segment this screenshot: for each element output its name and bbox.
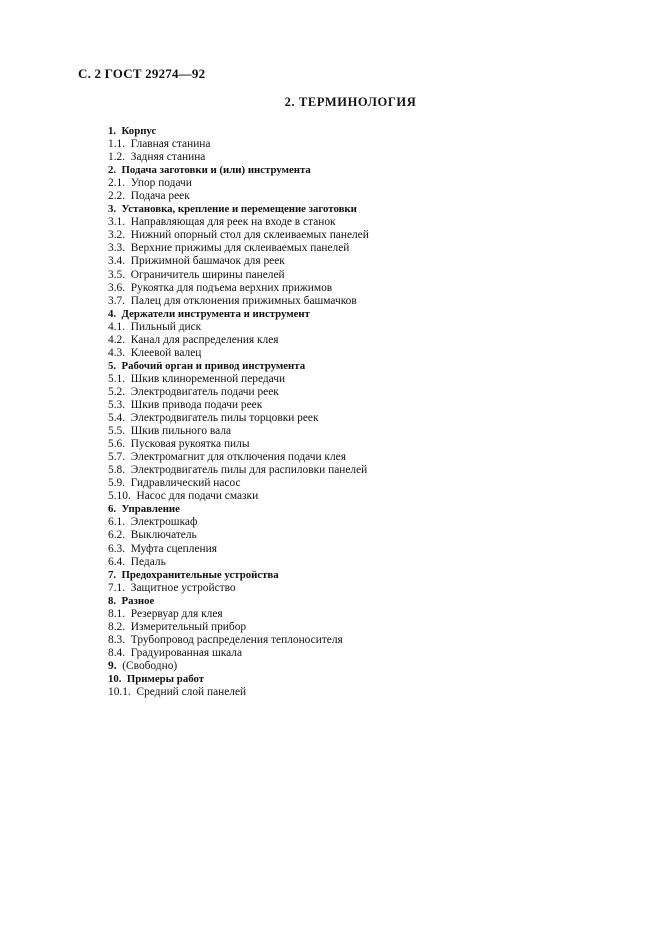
item-text: Трубопровод распределения теплоносителя [130, 633, 343, 646]
item-text: Пильный диск [130, 320, 202, 333]
item-text: Подача заготовки и (или) инструмента [121, 164, 311, 177]
item-text: Корпус [121, 125, 157, 137]
item-number: 5.8. [108, 464, 126, 477]
item-number: 5.2. [108, 385, 126, 398]
list-item [108, 373, 568, 386]
item-text: Электродвигатель пилы для распиловки панелей [130, 464, 368, 477]
item-text: Направляющая для реек на входе в станок [130, 216, 336, 229]
list-item [108, 477, 568, 490]
item-text: Клеевой валец [130, 346, 202, 359]
item-text: Шкив пильного вала [130, 425, 232, 438]
item-number: 8.2. [108, 620, 126, 633]
item-text: Управление [121, 503, 180, 516]
item-number: 1. [108, 125, 117, 137]
item-number: 6.2. [108, 529, 126, 542]
item-text: Измерительный прибор [130, 620, 247, 633]
list-item [108, 334, 568, 347]
item-number: 5.4. [108, 412, 126, 425]
item-text: Педаль [130, 555, 166, 568]
list-item [108, 503, 568, 516]
item-number: 5.10. [108, 490, 131, 503]
item-number: 3. [108, 203, 117, 216]
list-item [108, 242, 568, 255]
item-text: Электродвигатель пилы торцовки реек [130, 412, 319, 425]
item-text: Градуированная шкала [130, 646, 243, 659]
item-text: Шкив привода подачи реек [130, 398, 263, 411]
item-number: 10.1. [108, 686, 131, 699]
list-item [108, 451, 568, 464]
item-number: 3.7. [108, 294, 126, 307]
item-text: Защитное устройство [130, 581, 236, 594]
list-item [108, 582, 568, 595]
item-number: 4.2. [108, 333, 126, 346]
item-text: Средний слой панелей [136, 686, 247, 699]
list-item [108, 229, 568, 242]
item-text: Гидравлический насос [130, 477, 241, 490]
item-text: Рабочий орган и привод инструмента [121, 359, 306, 372]
list-item [108, 138, 568, 151]
list-item [108, 634, 568, 647]
item-number: 5.6. [108, 438, 126, 451]
list-item [108, 360, 568, 373]
item-number: 3.5. [108, 268, 126, 281]
item-text: Электрошкаф [130, 516, 198, 529]
list-item [108, 151, 568, 164]
item-number: 8. [108, 594, 117, 607]
list-item [108, 255, 568, 268]
list-item [108, 425, 568, 438]
item-number: 3.6. [108, 281, 126, 294]
list-item [108, 308, 568, 321]
item-text: Насос для подачи смазки [136, 490, 259, 503]
item-text: Установка, крепление и перемещение заготовки [121, 203, 357, 216]
list-item [108, 164, 568, 177]
list-item [108, 412, 568, 425]
list-item [108, 647, 568, 660]
item-number: 2. [108, 164, 117, 177]
list-item [108, 177, 568, 190]
item-text: (Свободно) [122, 659, 178, 672]
item-number: 3.3. [108, 242, 126, 255]
item-text: Муфта сцепления [130, 542, 217, 555]
item-number: 8.4. [108, 646, 126, 659]
item-number: 2.1. [108, 177, 126, 190]
item-number: 6. [108, 503, 117, 516]
list-item [108, 621, 568, 634]
item-number: 2.2. [108, 190, 126, 203]
list-item [108, 190, 568, 203]
item-number: 5.3. [108, 398, 126, 411]
list-item [108, 660, 568, 673]
list-item [108, 438, 568, 451]
list-item [108, 608, 568, 621]
list-item [108, 516, 568, 529]
item-number: 6.1. [108, 516, 126, 529]
list-item [108, 216, 568, 229]
list-item [108, 464, 568, 477]
list-item [108, 686, 568, 699]
item-text: Электродвигатель подачи реек [130, 385, 279, 398]
item-number: 3.2. [108, 229, 126, 242]
item-text: Палец для отклонения прижимных башмачков [130, 294, 357, 307]
list-item [108, 529, 568, 542]
item-text: Задняя станина [130, 151, 206, 164]
list-item [108, 269, 568, 282]
item-number: 4.3. [108, 346, 126, 359]
item-text: Прижимной башмачок для реек [130, 255, 285, 268]
list-item [108, 673, 568, 686]
list-item [108, 282, 568, 295]
list-item [108, 295, 568, 308]
list-item [108, 595, 568, 608]
item-number: 3.4. [108, 255, 126, 268]
list-item [108, 347, 568, 360]
item-number: 1.2. [108, 151, 126, 164]
list-item [108, 125, 568, 138]
item-text: Верхние прижимы для склеиваемых панелей [130, 242, 350, 255]
item-number: 4.1. [108, 320, 126, 333]
item-number: 3.1. [108, 216, 126, 229]
item-text: Рукоятка для подъема верхних прижимов [130, 281, 333, 294]
item-number: 4. [108, 307, 117, 320]
item-text: Упор подачи [130, 177, 192, 190]
item-text: Резервуар для клея [130, 607, 223, 620]
item-text: Подача реек [130, 190, 190, 203]
item-number: 5.5. [108, 425, 126, 438]
item-number: 10. [108, 672, 122, 685]
item-text: Примеры работ [126, 672, 205, 685]
item-text: Пусковая рукоятка пилы [130, 438, 250, 451]
item-number: 5.9. [108, 477, 126, 490]
item-text: Канал для распределения клея [130, 333, 279, 346]
list-item [108, 399, 568, 412]
list-item [108, 203, 568, 216]
item-number: 7.1. [108, 581, 126, 594]
item-text: Предохранительные устройства [121, 568, 279, 581]
item-text: Главная станина [130, 138, 211, 151]
terminology-list [108, 125, 568, 699]
item-text: Электромагнит для отключения подачи клея [130, 451, 346, 464]
item-number: 5.1. [108, 372, 126, 385]
item-number: 9. [108, 659, 117, 672]
item-number: 8.3. [108, 633, 126, 646]
section-title: 2. ТЕРМИНОЛОГИЯ [284, 95, 417, 109]
list-item [108, 543, 568, 556]
item-number: 6.3. [108, 542, 126, 555]
item-number: 1.1. [108, 138, 126, 151]
page-header: С. 2 ГОСТ 29274—92 [78, 66, 206, 81]
item-number: 5. [108, 359, 117, 372]
list-item [108, 569, 568, 582]
item-number: 8.1. [108, 607, 126, 620]
item-number: 5.7. [108, 451, 126, 464]
item-text: Разное [121, 594, 155, 607]
item-text: Нижний опорный стол для склеиваемых панелей [130, 229, 369, 242]
list-item [108, 321, 568, 334]
item-text: Держатели инструмента и инструмент [121, 307, 310, 320]
list-item [108, 556, 568, 569]
item-text: Шкив клиноременной передачи [130, 372, 286, 385]
item-text: Ограничитель ширины панелей [130, 268, 285, 281]
list-item [108, 386, 568, 399]
item-text: Выключатель [130, 529, 197, 542]
item-number: 7. [108, 568, 117, 581]
item-number: 6.4. [108, 555, 126, 568]
list-item [108, 490, 568, 503]
